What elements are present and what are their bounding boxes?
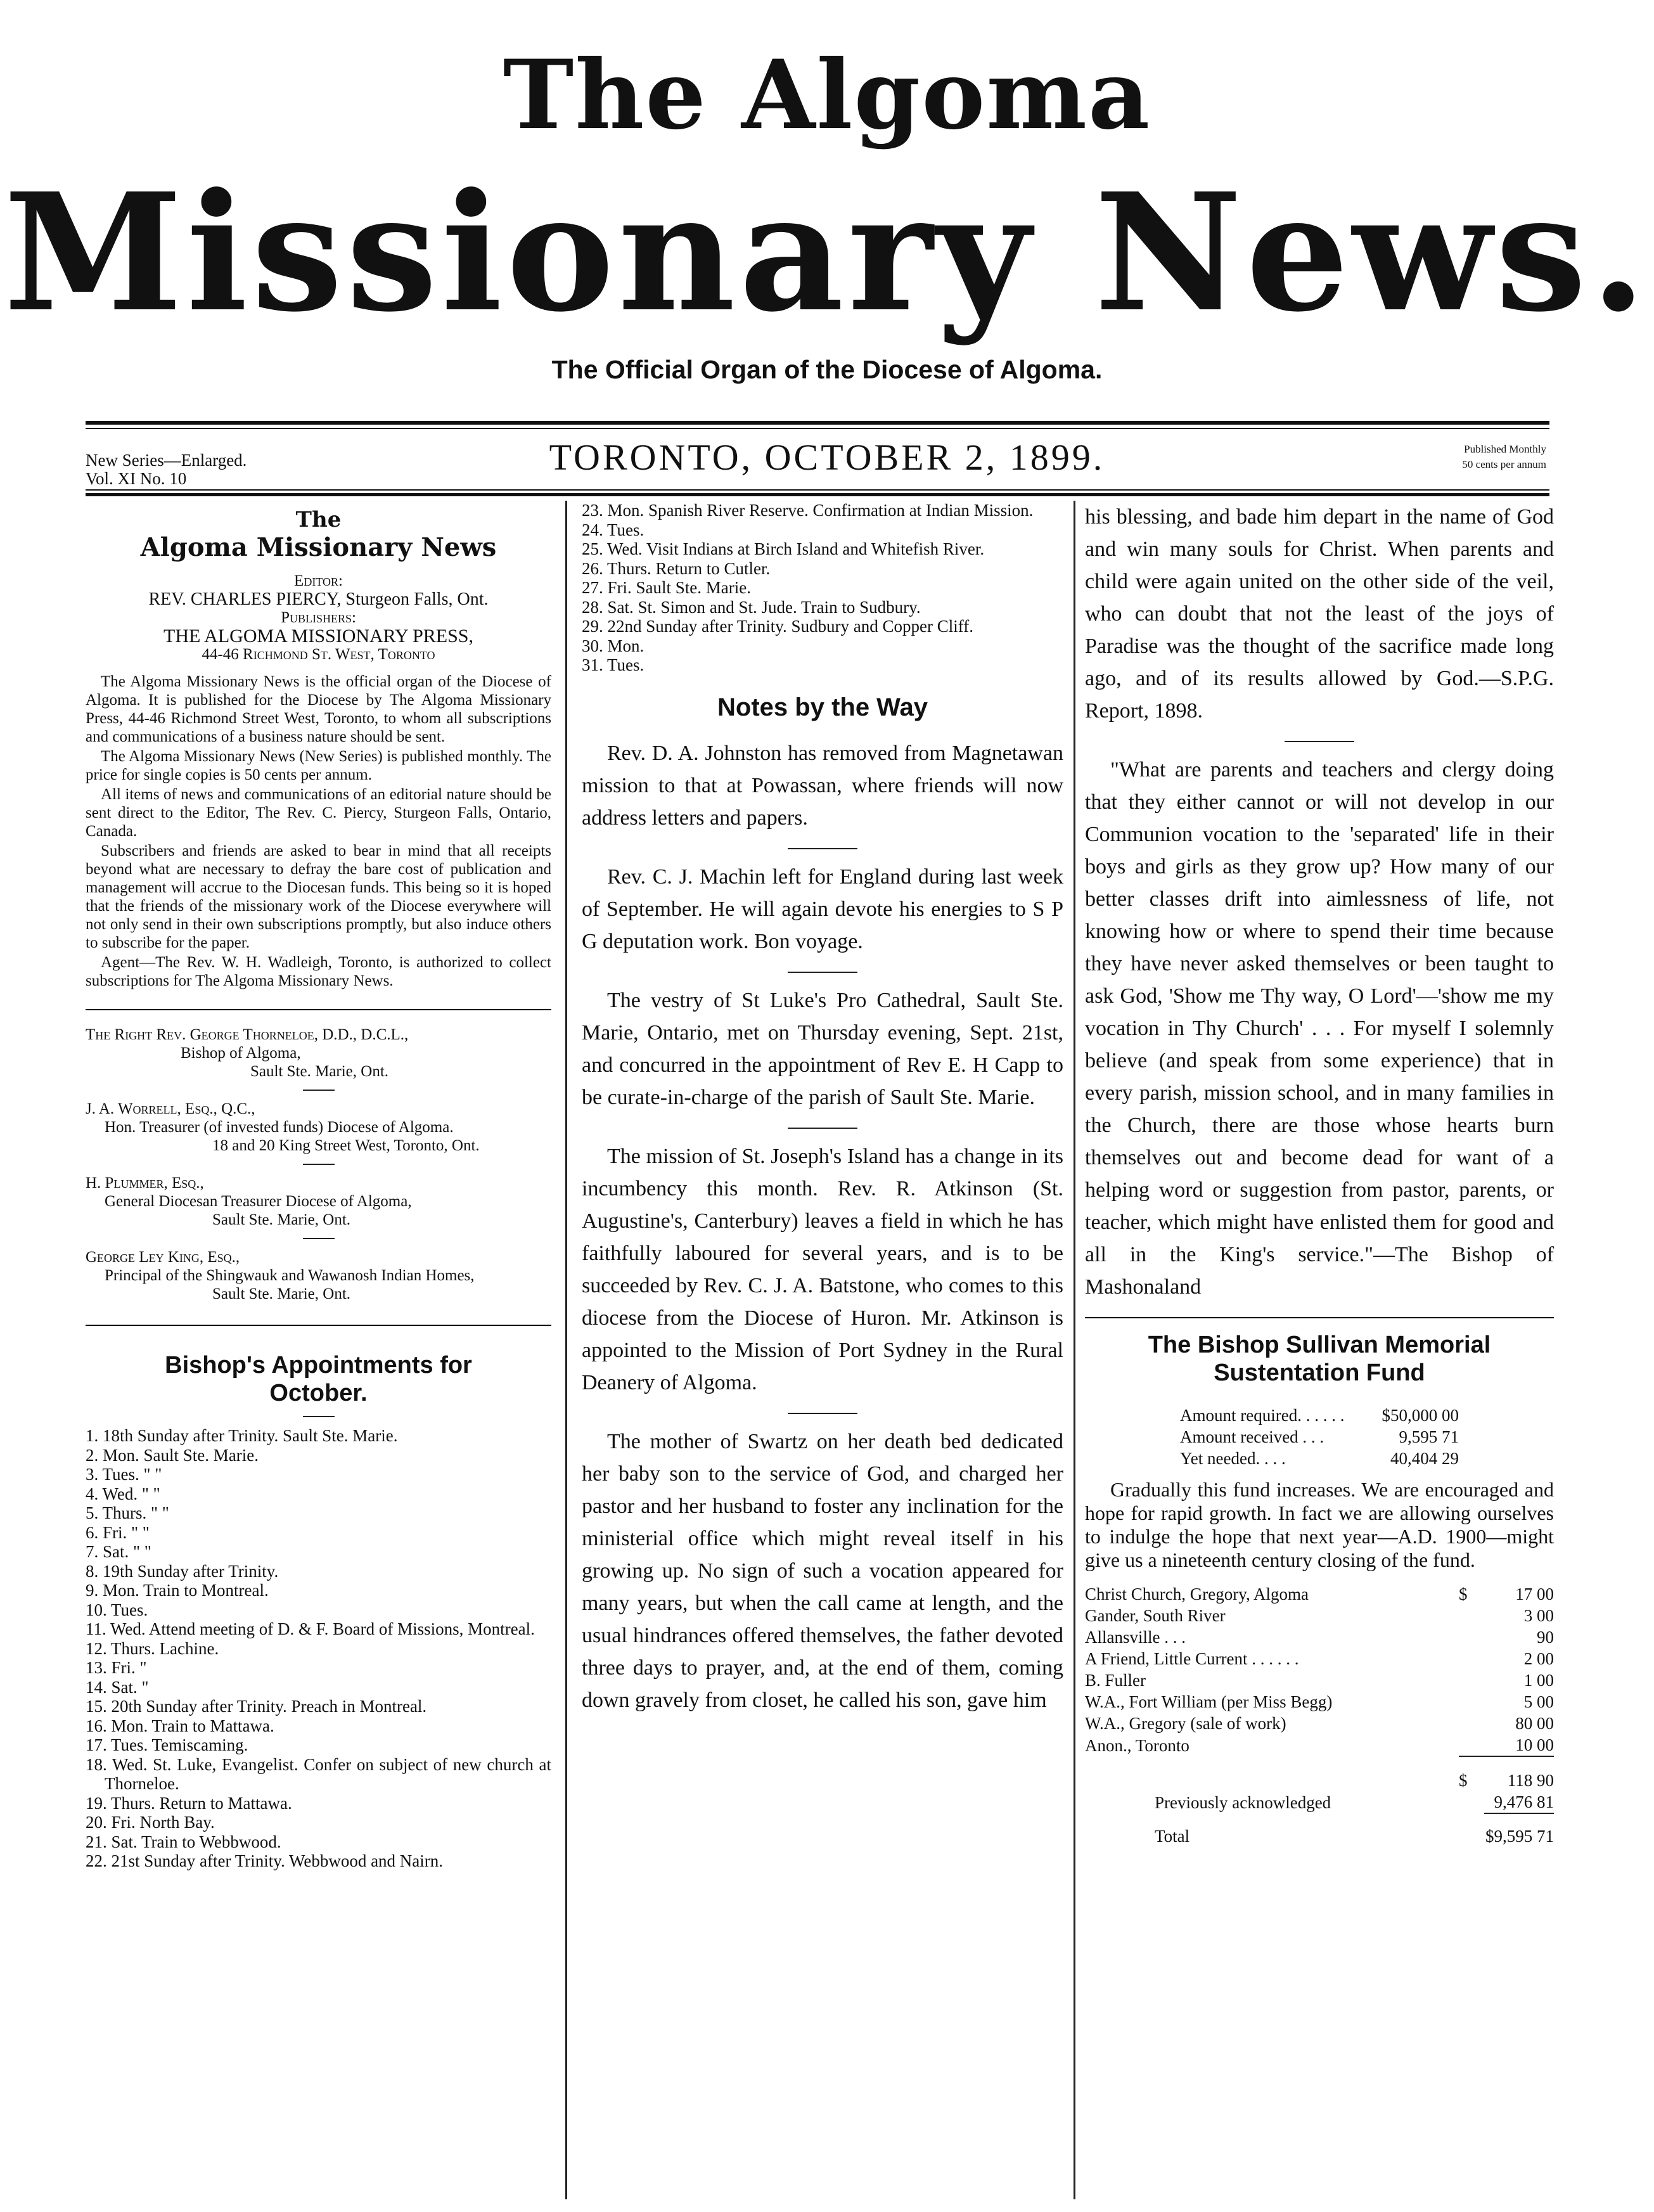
donation-row [1085, 1734, 1554, 1756]
publisher-name: THE ALGOMA MISSIONARY PRESS, [163, 626, 473, 646]
officer-line: Sault Ste. Marie, Ont. [212, 1211, 351, 1228]
appointment-item: 18. Wed. St. Luke, Evangelist. Confer on subject of new church at Thorneloe. [86, 1754, 551, 1793]
masthead-title-top: The Algoma [503, 39, 1151, 151]
fund-heading: The Bishop Sullivan Memorial Sustentation Fund [1148, 1332, 1491, 1386]
dateline-rule-thick [86, 493, 1549, 496]
appointment-item: 23. Mon. Spanish River Reserve. Confirmation at Indian Mission. [582, 501, 1034, 520]
fund-summary-value: 40,404 29 [1390, 1449, 1459, 1468]
donor-name: Christ Church, Gregory, Algoma [1085, 1585, 1309, 1604]
fund-summary-row [1180, 1448, 1459, 1469]
appointment-item: 20. Fri. North Bay. [86, 1813, 215, 1832]
note-paragraph: Rev. C. J. Machin left for England during last week of September. He will again devote his energies to S P G deputation work. Bon voyage. [582, 865, 1063, 953]
appointment-item: 3. Tues. " " [86, 1465, 162, 1484]
previous-label: Previously acknowledged [1155, 1792, 1331, 1812]
publication-info [1356, 442, 1546, 472]
officer-entry [86, 1100, 551, 1155]
dateline-rule-thin [86, 489, 1549, 491]
subtotal-amount: 118 90 [1484, 1756, 1554, 1791]
appointments-list-continued [582, 501, 1063, 675]
fund-summary-value: 9,595 71 [1399, 1427, 1459, 1446]
donor-currency [1459, 1626, 1484, 1648]
appointment-item: 8. 19th Sunday after Trinity. [86, 1561, 279, 1581]
donor-amount: 90 [1537, 1628, 1554, 1647]
appointment-item: 29. 22nd Sunday after Trinity. Sudbury and Copper Cliff. [582, 617, 973, 636]
appointment-item: 1. 18th Sunday after Trinity. Sault Ste. Marie. [86, 1426, 398, 1445]
officer-line: 18 and 20 King Street West, Toronto, Ont. [212, 1137, 480, 1154]
masthead-rule-top [86, 421, 1549, 425]
divider-dash [303, 1238, 335, 1239]
donor-name: Allansville . . . [1085, 1628, 1186, 1647]
donor-amount: 2 00 [1523, 1649, 1554, 1668]
appointment-item: 30. Mon. [582, 636, 644, 655]
donor-currency [1459, 1691, 1484, 1713]
donor-currency [1459, 1605, 1484, 1626]
published-label: Published Monthly [1464, 443, 1546, 455]
donation-row [1085, 1691, 1554, 1713]
subtotal-currency: $ [1459, 1756, 1484, 1791]
appointment-item: 22. 21st Sunday after Trinity. Webbwood and Nairn. [86, 1851, 444, 1870]
donor-amount: 10 00 [1515, 1735, 1554, 1754]
column-divider-2 [1074, 501, 1075, 2199]
series-label: New Series—Enlarged. [86, 451, 247, 470]
donor-amount: 1 00 [1523, 1671, 1554, 1690]
note-paragraph: The mother of Swartz on her death bed dedicated her baby son to the service of God, and charged her pastor and her husband to foster any inclination for the ministerial office which might reveal itself in his growing up. No sign of such a vocation appeared for many years, but when the call came at length, and the usual hindrances offered themselves, the father devoted three days to prayer, and, at the end of them, coming down gravely from closet, he called his son, gave him [582, 1429, 1063, 1712]
donation-row [1085, 1583, 1554, 1605]
info-paragraph: Subscribers and friends are asked to bear in mind that all receipts beyond what are necessary to defray the bare cost of publication and management will accrue to the Diocesan funds. This being so it is hoped that the friends of the missionary work of the Diocese everywhere will not only send in their own subscriptions promptly, but also induce others to subscribe for the paper. [86, 842, 551, 951]
donations-table [1085, 1583, 1554, 1847]
donor-currency: $ [1459, 1585, 1468, 1604]
appointment-item: 9. Mon. Train to Montreal. [86, 1581, 269, 1600]
divider-dash [303, 1164, 335, 1165]
nameplate-the: The [295, 507, 342, 532]
appointment-item: 10. Tues. [86, 1600, 148, 1619]
note-paragraph: The mission of St. Joseph's Island has a change in its incumbency this month. Rev. R. Atkinson (St. Augustine's, Canterbury) leaves a field in which he has faithfully laboured for several years, and is to be succeeded by Rev. C. J. A. Batstone, who comes to this diocese from the Diocese of Huron. Mr. Atkinson is appointed to the Mission of Port Sydney in the Rural Deanery of Algoma. [582, 1144, 1063, 1394]
section-rule [1085, 1317, 1554, 1318]
nameplate-title: Algoma Missionary News [140, 532, 497, 562]
previous-amount: 9,476 81 [1494, 1792, 1554, 1811]
officer-entry [86, 1026, 551, 1081]
editor-name: REV. CHARLES PIERCY, Sturgeon Falls, Ont. [148, 589, 489, 609]
fund-summary-row [1180, 1426, 1459, 1448]
fund-summary-label: Amount received . . . [1180, 1427, 1324, 1446]
fund-summary-row [1180, 1405, 1459, 1426]
appointment-item: 4. Wed. " " [86, 1484, 160, 1503]
donor-name: Gander, South River [1085, 1606, 1226, 1625]
appointment-item: 26. Thurs. Return to Cutler. [582, 558, 771, 578]
divider-dash [788, 1128, 857, 1129]
officer-line: J. A. Worrell, Esq., Q.C., [86, 1100, 255, 1117]
donor-amount: 5 00 [1523, 1692, 1554, 1711]
fund-summary [1180, 1405, 1459, 1469]
appointment-item: 11. Wed. Attend meeting of D. & F. Board of Missions, Montreal. [86, 1619, 535, 1638]
editor-label: Editor: [294, 572, 343, 589]
divider-dash [788, 1413, 857, 1414]
donation-row [1085, 1626, 1554, 1648]
note-paragraph: Rev. D. A. Johnston has removed from Magnetawan mission to that at Powassan, where friends will now address letters and papers. [582, 741, 1063, 830]
total-label: Total [1155, 1826, 1190, 1846]
donor-name: A Friend, Little Current . . . . . . [1085, 1649, 1299, 1668]
price-label: 50 cents per annum [1462, 458, 1546, 470]
column-divider-1 [565, 501, 567, 2199]
appointment-item: 16. Mon. Train to Mattawa. [86, 1716, 274, 1735]
dateline: TORONTO, OCTOBER 2, 1899. [549, 437, 1105, 478]
appointment-item: 2. Mon. Sault Ste. Marie. [86, 1445, 259, 1465]
info-paragraph: The Algoma Missionary News is the official organ of the Diocese of Algoma. It is published for the Diocese by The Algoma Missionary Press, 44-46 Richmond Street West, Toronto, to whom all subscriptions and communications of a business nature should be sent. [86, 673, 551, 745]
donation-row [1085, 1648, 1554, 1669]
donor-name: W.A., Fort William (per Miss Begg) [1085, 1692, 1333, 1711]
officer-line: Principal of the Shingwauk and Wawanosh Indian Homes, [105, 1267, 475, 1284]
section-rule [86, 1325, 551, 1326]
officer-line: H. Plummer, Esq., [86, 1174, 204, 1192]
divider-dash [1285, 741, 1354, 742]
info-paragraph: Agent—The Rev. W. H. Wadleigh, Toronto, is authorized to collect subscriptions for The Algoma Missionary News. [86, 954, 551, 989]
fund-paragraph: Gradually this fund increases. We are encouraged and hope for rapid growth. In fact we are allowing ourselves to indulge the hope that next year—A.D. 1900—might give us a nineteenth century closing of the fund. [1085, 1478, 1554, 1571]
donor-name: B. Fuller [1085, 1671, 1146, 1690]
divider-dash [303, 1090, 335, 1091]
officer-line: The Right Rev. George Thorneloe, D.D., D.C.L., [86, 1026, 409, 1043]
officer-line: George Ley King, Esq., [86, 1249, 240, 1266]
previous-row [1085, 1791, 1554, 1813]
appointment-item: 27. Fri. Sault Ste. Marie. [582, 578, 751, 597]
fund-summary-label: Yet needed. . . . [1180, 1449, 1286, 1468]
donor-name: W.A., Gregory (sale of work) [1085, 1714, 1286, 1733]
appointment-item: 15. 20th Sunday after Trinity. Preach in Montreal. [86, 1697, 427, 1716]
officer-line: Bishop of Algoma, [181, 1045, 301, 1062]
appointment-item: 6. Fri. " " [86, 1522, 150, 1542]
donation-row [1085, 1713, 1554, 1734]
note-paragraph: The vestry of St Luke's Pro Cathedral, Sault Ste. Marie, Ontario, met on Thursday evening, Sept. 21st, and concurred in the appointment of Rev E. H Capp to be curate-in-charge of the parish of Sault Ste. Marie. [582, 988, 1063, 1109]
donor-amount: 3 00 [1523, 1606, 1554, 1625]
appointment-item: 12. Thurs. Lachine. [86, 1638, 219, 1658]
info-paragraph: All items of news and communications of an editorial nature should be sent direct to the Editor, The Rev. C. Piercy, Sturgeon Falls, Ontario, Canada. [86, 786, 551, 840]
masthead-rule-top-thin [86, 428, 1549, 429]
column-right [1085, 501, 1554, 1847]
officer-line: Sault Ste. Marie, Ont. [250, 1063, 389, 1080]
donor-amount: 17 00 [1515, 1585, 1554, 1604]
total-row [1085, 1813, 1554, 1847]
fund-summary-value: $50,000 00 [1382, 1406, 1459, 1425]
appointment-item: 21. Sat. Train to Webbwood. [86, 1832, 281, 1851]
fund-summary-label: Amount required. . . . . . [1180, 1406, 1345, 1425]
divider-dash [788, 972, 857, 973]
donor-currency [1459, 1713, 1484, 1734]
appointments-list [86, 1426, 551, 1871]
appointment-item: 31. Tues. [582, 655, 644, 674]
officer-entry [86, 1174, 551, 1229]
appointment-item: 13. Fri. " [86, 1658, 147, 1677]
appointments-heading: Bishop's Appointments for October. [165, 1352, 472, 1406]
column-middle [582, 501, 1063, 1716]
continued-paragraph: his blessing, and bade him depart in the name of God and win many souls for Christ. When parents and child were again united on the other side of the veil, who can doubt that not the least of the joys of Paradise was the thought of the sacrifice made long ago, and of its results allowed by God.—S.P.G. Report, 1898. [1085, 505, 1554, 723]
officer-entry [86, 1248, 551, 1303]
publisher-address: 44-46 Richmond St. West, Toronto [202, 646, 435, 663]
section-rule [86, 1009, 551, 1010]
appointment-item: 28. Sat. St. Simon and St. Jude. Train to Sudbury. [582, 597, 921, 617]
officer-line: Sault Ste. Marie, Ont. [212, 1285, 351, 1302]
donor-currency [1459, 1669, 1484, 1691]
volume-label: Vol. XI No. 10 [86, 469, 187, 488]
appointment-item: 5. Thurs. " " [86, 1503, 169, 1522]
donor-name: Anon., Toronto [1085, 1735, 1189, 1755]
notes-heading: Notes by the Way [717, 693, 928, 721]
appointment-item: 14. Sat. " [86, 1677, 149, 1697]
subtotal-row [1085, 1756, 1554, 1791]
donation-row [1085, 1669, 1554, 1691]
appointment-item: 17. Tues. Temiscaming. [86, 1735, 248, 1754]
donor-currency [1459, 1734, 1484, 1756]
divider-dash [303, 1416, 335, 1417]
officer-line: General Diocesan Treasurer Diocese of Algoma, [105, 1193, 412, 1210]
quote-paragraph: "What are parents and teachers and clergy doing that they either cannot or will not develop in our Communion vocation to the 'separated' life in their boys and girls as they grow up? How many of our better classes drift into aimlessness of life, not knowing how or where to spend their time because they have never asked themselves or been taught to ask God, 'Show me Thy way, O Lord'—'show me my vocation in Thy Church' . . . For myself I solemnly believe (and speak from some experience) that in every parish, mission school, and in many families in the Church, there are those whose hearts burn themselves out and become dead for want of a helping word or suggestion from pastor, parents, or teacher, which might have enlisted them for good and all in the King's service."—The Bishop of Mashonaland [1085, 758, 1554, 1299]
divider-dash [788, 848, 857, 849]
column-left [86, 501, 551, 1871]
appointment-item: 19. Thurs. Return to Mattawa. [86, 1793, 292, 1813]
appointment-item: 24. Tues. [582, 520, 644, 539]
donation-row [1085, 1605, 1554, 1626]
appointment-item: 7. Sat. " " [86, 1542, 151, 1561]
masthead-subtitle: The Official Organ of the Diocese of Algoma. [551, 355, 1103, 384]
donor-amount: 80 00 [1515, 1714, 1554, 1733]
publishers-label: Publishers: [281, 609, 356, 626]
officer-line: Hon. Treasurer (of invested funds) Diocese of Algoma. [105, 1119, 454, 1136]
donor-currency [1459, 1648, 1484, 1669]
masthead-title-main: Missionary News. [3, 158, 1651, 348]
appointment-item: 25. Wed. Visit Indians at Birch Island and Whitefish River. [582, 539, 985, 558]
info-paragraph: The Algoma Missionary News (New Series) is published monthly. The price for single copies is 50 cents per annum. [86, 748, 551, 783]
total-amount: $9,595 71 [1484, 1813, 1554, 1847]
